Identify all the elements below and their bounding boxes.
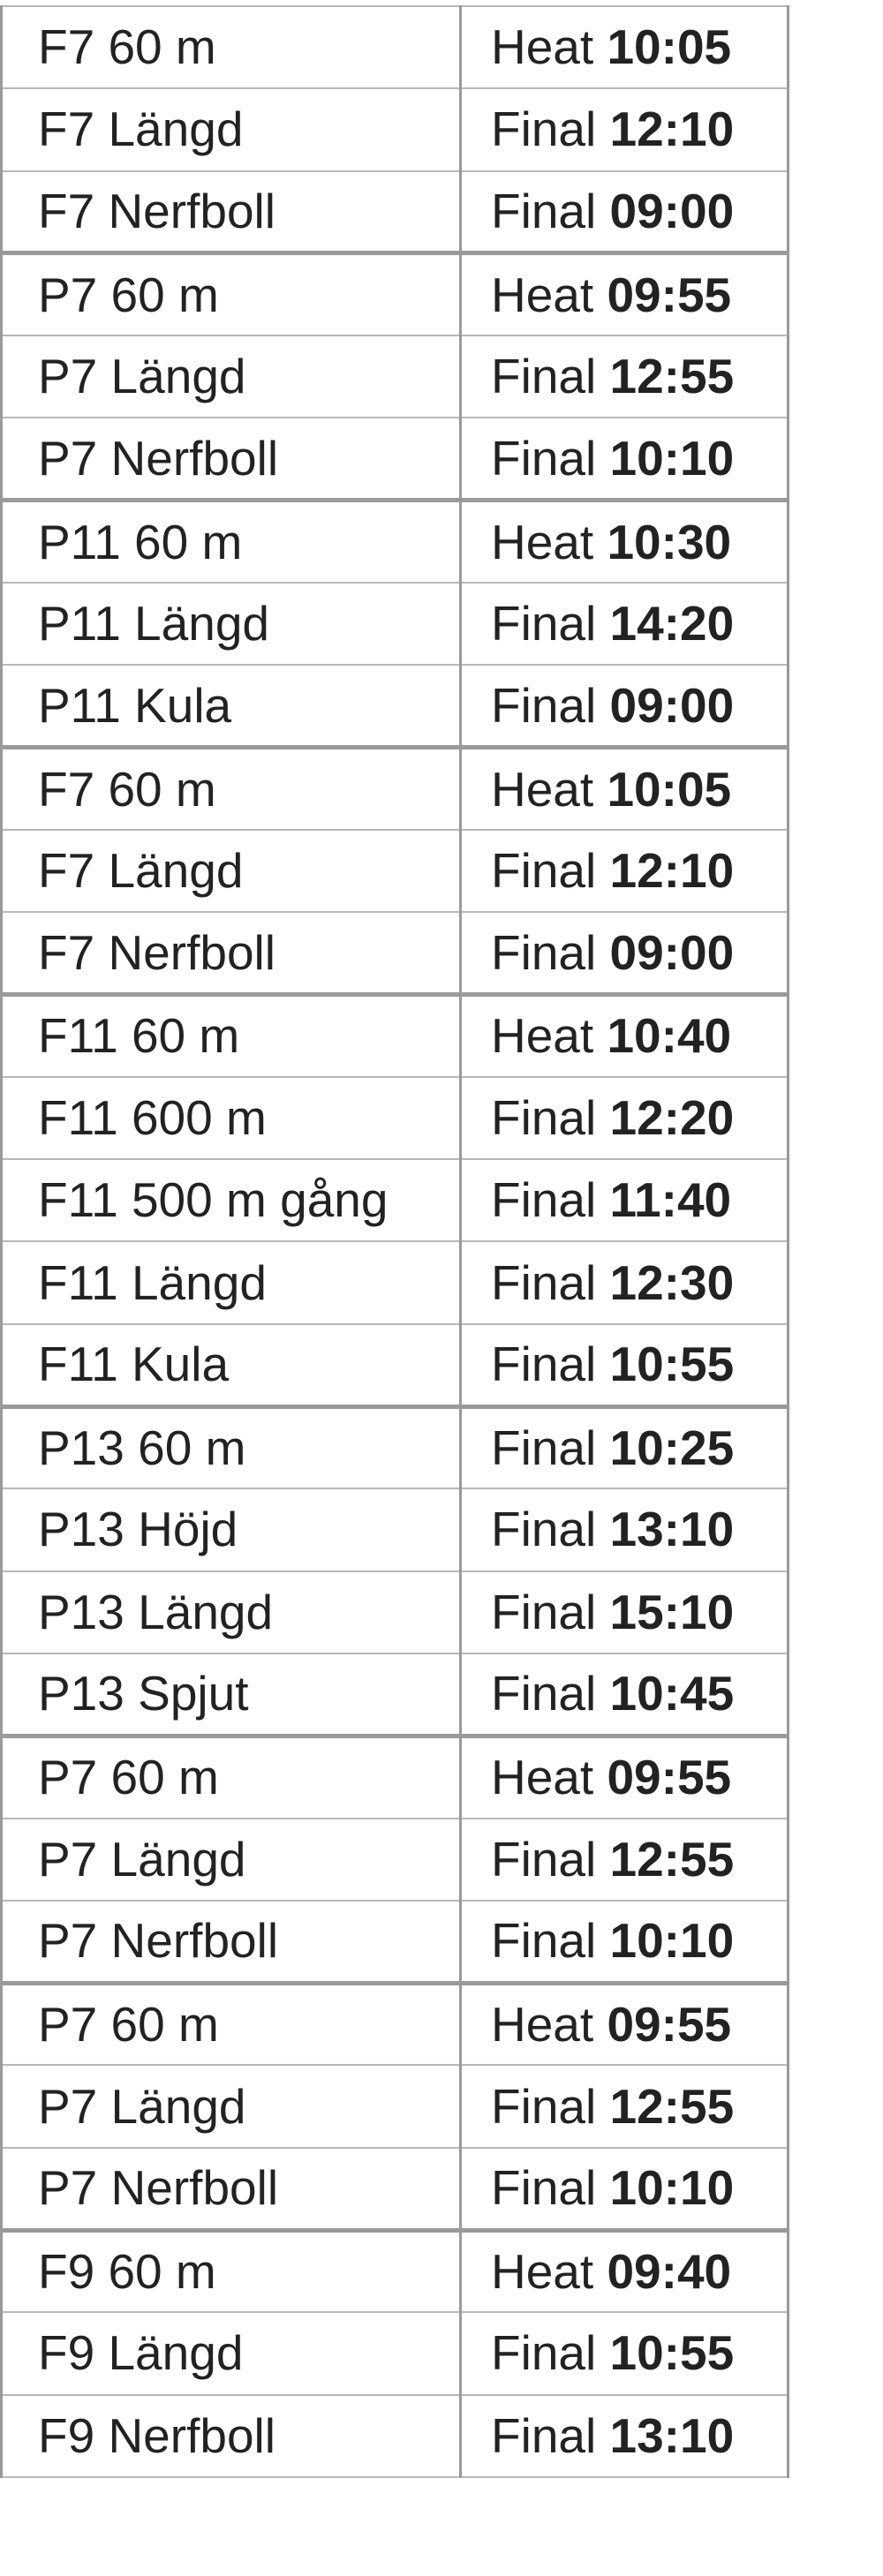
start-time: 09:55 [607, 1750, 732, 1805]
event-name-cell: P11 60 m [2, 501, 461, 583]
event-name-cell: F7 Längd [2, 830, 461, 912]
event-name-cell: P7 Längd [2, 335, 461, 418]
event-name-cell: F7 60 m [2, 6, 461, 88]
round-label: Heat [491, 761, 594, 817]
event-name-cell: F9 Längd [2, 2312, 461, 2394]
table-row [2, 583, 789, 665]
round-label: Heat [491, 514, 594, 569]
round-label: Heat [491, 1997, 594, 2053]
start-time: 13:10 [609, 2407, 735, 2463]
round-label: Final [491, 2325, 597, 2381]
round-time-cell [461, 253, 789, 335]
table-row [2, 88, 789, 170]
start-time: 10:40 [607, 1008, 732, 1064]
round-label: Final [491, 1502, 597, 1557]
event-name-cell: F11 500 m gång [2, 1159, 461, 1241]
table-row [2, 1324, 789, 1406]
event-name-cell: P7 Längd [2, 2065, 461, 2147]
round-time-cell [461, 6, 789, 88]
event-name-cell: F7 Längd [2, 88, 461, 170]
round-label: Final [491, 2078, 597, 2134]
start-time: 09:00 [609, 183, 735, 238]
table-row [2, 1077, 789, 1159]
event-name-cell: P13 60 m [2, 1406, 461, 1488]
round-time-cell [461, 2230, 789, 2312]
round-label: Final [491, 924, 597, 980]
start-time: 10:10 [609, 2160, 735, 2216]
start-time: 09:00 [609, 677, 735, 733]
schedule-body [2, 6, 789, 2477]
round-time-cell [461, 1736, 789, 1818]
start-time: 12:30 [609, 1254, 735, 1310]
round-time-cell [461, 1983, 789, 2065]
event-name-cell: F7 Nerfboll [2, 912, 461, 994]
start-time: 09:40 [607, 2243, 732, 2299]
round-label: Final [491, 1666, 597, 1721]
start-time: 10:10 [609, 1913, 735, 1969]
start-time: 09:55 [607, 267, 732, 322]
table-row [2, 253, 789, 335]
round-label: Final [491, 596, 597, 652]
round-label: Heat [491, 1750, 594, 1805]
round-time-cell [461, 1077, 789, 1159]
round-label: Final [491, 1254, 597, 1310]
start-time: 10:05 [607, 19, 732, 75]
start-time: 10:45 [609, 1666, 735, 1721]
round-time-cell [461, 1406, 789, 1488]
round-time-cell [461, 1159, 789, 1241]
round-time-cell [461, 1901, 789, 1983]
start-time: 11:40 [609, 1172, 732, 1228]
start-time: 12:20 [609, 1090, 735, 1145]
table-row [2, 1241, 789, 1323]
event-name-cell: F11 Längd [2, 1241, 461, 1323]
round-label: Final [491, 430, 597, 486]
start-time: 14:20 [609, 596, 735, 652]
round-label: Final [491, 843, 597, 899]
round-time-cell [461, 2065, 789, 2147]
event-name-cell: P7 Nerfboll [2, 2148, 461, 2230]
event-name-cell: P13 Längd [2, 1571, 461, 1653]
table-row [2, 1819, 789, 1901]
table-row [2, 1488, 789, 1570]
table-row [2, 830, 789, 912]
event-name-cell: F11 60 m [2, 995, 461, 1077]
event-name-cell: P13 Höjd [2, 1488, 461, 1570]
round-time-cell [461, 830, 789, 912]
round-time-cell [461, 1324, 789, 1406]
round-label: Final [491, 1831, 597, 1887]
event-name-cell: P11 Kula [2, 665, 461, 747]
round-label: Final [491, 349, 597, 404]
round-time-cell [461, 748, 789, 830]
round-label: Final [491, 1420, 597, 1475]
event-name-cell: F9 Nerfboll [2, 2395, 461, 2477]
round-label: Final [491, 677, 597, 733]
event-name-cell: F9 60 m [2, 2230, 461, 2312]
table-row [2, 748, 789, 830]
event-name-cell: P7 Nerfboll [2, 1901, 461, 1983]
event-name-cell: F7 Nerfboll [2, 171, 461, 253]
round-time-cell [461, 1819, 789, 1901]
table-row [2, 1159, 789, 1241]
round-time-cell [461, 2312, 789, 2394]
round-time-cell [461, 171, 789, 253]
round-label: Final [491, 1172, 597, 1228]
table-row [2, 995, 789, 1077]
start-time: 10:25 [609, 1420, 735, 1475]
start-time: 12:10 [609, 843, 735, 899]
round-label: Heat [491, 2243, 594, 2299]
round-time-cell [461, 418, 789, 500]
round-time-cell [461, 912, 789, 994]
table-row [2, 501, 789, 583]
table-row [2, 1901, 789, 1983]
round-time-cell [461, 1653, 789, 1736]
round-label: Final [491, 183, 597, 238]
table-row [2, 1653, 789, 1736]
table-row [2, 6, 789, 88]
event-name-cell: P11 Längd [2, 583, 461, 665]
event-name-cell: F11 Kula [2, 1324, 461, 1406]
round-time-cell [461, 501, 789, 583]
table-row [2, 2395, 789, 2477]
table-row [2, 1736, 789, 1818]
start-time: 10:05 [607, 761, 732, 817]
round-time-cell [461, 1241, 789, 1323]
event-name-cell: P7 Nerfboll [2, 418, 461, 500]
round-time-cell [461, 995, 789, 1077]
event-name-cell: P7 60 m [2, 253, 461, 335]
round-time-cell [461, 335, 789, 418]
table-row [2, 335, 789, 418]
round-time-cell [461, 2395, 789, 2477]
round-label: Final [491, 2160, 597, 2216]
event-name-cell: P7 60 m [2, 1736, 461, 1818]
event-name-cell: P7 60 m [2, 1983, 461, 2065]
event-name-cell: F11 600 m [2, 1077, 461, 1159]
start-time: 10:55 [609, 1337, 735, 1392]
round-time-cell [461, 583, 789, 665]
round-label: Heat [491, 1008, 594, 1064]
round-time-cell [461, 88, 789, 170]
event-schedule-table [0, 5, 789, 2478]
start-time: 12:10 [609, 102, 735, 157]
start-time: 12:55 [609, 2078, 735, 2134]
event-name-cell: F7 60 m [2, 748, 461, 830]
table-row [2, 1571, 789, 1653]
table-row [2, 171, 789, 253]
table-row [2, 2148, 789, 2230]
round-label: Heat [491, 267, 594, 322]
start-time: 10:30 [607, 514, 732, 569]
round-label: Final [491, 102, 597, 157]
round-time-cell [461, 1571, 789, 1653]
start-time: 12:55 [609, 349, 735, 404]
table-row [2, 418, 789, 500]
table-row [2, 2065, 789, 2147]
start-time: 13:10 [609, 1502, 735, 1557]
start-time: 15:10 [609, 1584, 735, 1639]
round-label: Final [491, 1337, 597, 1392]
round-time-cell [461, 665, 789, 747]
round-label: Final [491, 2407, 597, 2463]
start-time: 10:55 [609, 2325, 735, 2381]
table-row [2, 665, 789, 747]
round-label: Final [491, 1090, 597, 1145]
table-row [2, 2230, 789, 2312]
round-label: Heat [491, 19, 594, 75]
start-time: 09:55 [607, 1997, 732, 2053]
start-time: 09:00 [609, 924, 735, 980]
round-time-cell [461, 2148, 789, 2230]
round-label: Final [491, 1584, 597, 1639]
table-row [2, 2312, 789, 2394]
event-name-cell: P13 Spjut [2, 1653, 461, 1736]
start-time: 12:55 [609, 1831, 735, 1887]
event-name-cell: P7 Längd [2, 1819, 461, 1901]
start-time: 10:10 [609, 430, 735, 486]
table-row [2, 1983, 789, 2065]
round-label: Final [491, 1913, 597, 1969]
round-time-cell [461, 1488, 789, 1570]
table-row [2, 1406, 789, 1488]
table-row [2, 912, 789, 994]
